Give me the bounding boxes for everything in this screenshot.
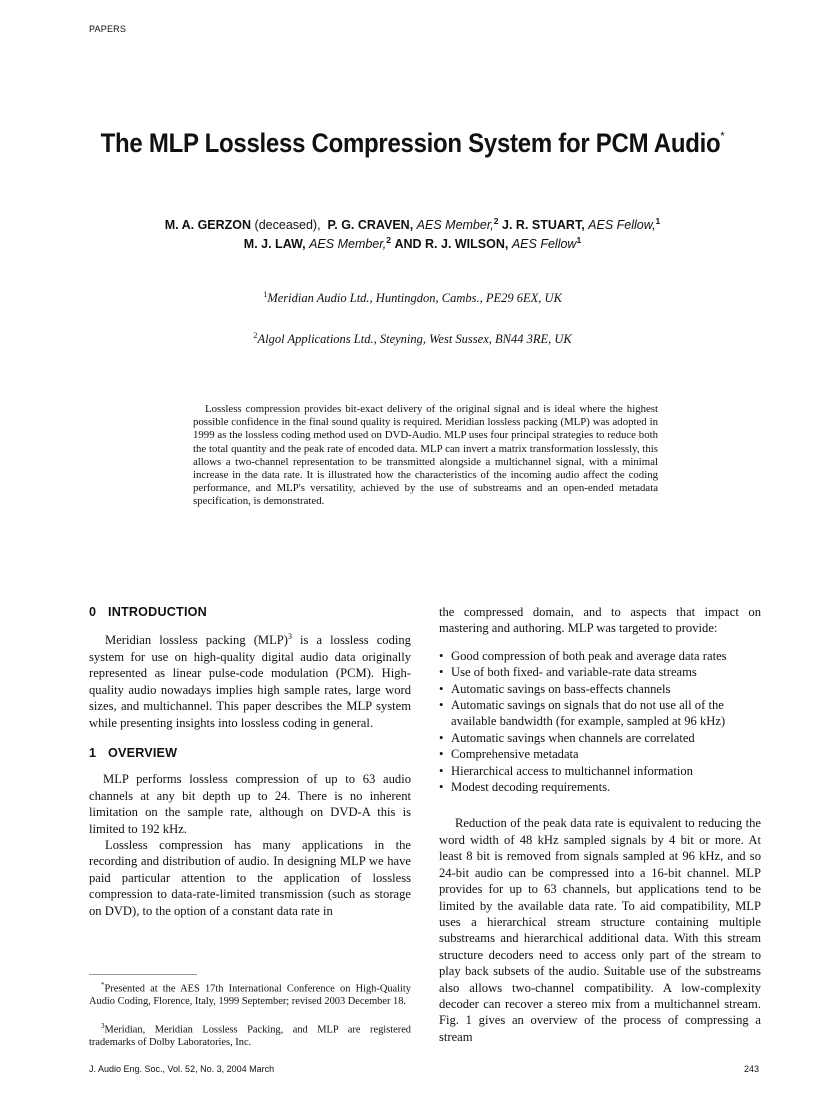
footnote-trademarks [89,1020,411,1050]
affiliation-text: Meridian Audio Ltd., Huntingdon, Cambs., PE29 6EX, UK [267,291,562,306]
list-item: • Good compression of both peak and average data rates [439,648,761,664]
overview-paragraph-2: Lossless compression has many applications in the recording and distribution of audio. In designing MLP we have paid particular attention to the application of lossless compression to data-rate-limited transmission (such as storage on DVD), to the option of a constant data rate in [89,838,411,918]
section-title: OVERVIEW [108,746,178,761]
list-item: • Modest decoding requirements. [439,779,761,795]
intro-text: is a lossless coding system for use on high-quality digital audio data originally represented as linear pulse-code modulation (PCM). High-quality audio nowadays implies high sample rates, large word sizes, and multichannel. This paper describes the MLP system while presenting insights into lossless coding in general. [89,633,411,730]
section-title: INTRODUCTION [108,605,207,619]
intro-text: Meridian lossless packing (MLP) [105,633,288,648]
author-name: J. R. STUART, [502,218,585,233]
author-name: M. J. LAW, [243,237,306,252]
list-item: • Comprehensive metadata [439,746,761,762]
intro-paragraph [89,629,411,731]
footnote-text: Meridian, Meridian Lossless Packing, and MLP are registered trademarks of Dolby Laboratories, Inc. [89,1024,411,1049]
affiliation-mark: 2 [253,330,258,340]
affiliation-text: Algol Applications Ltd., Steyning, West Sussex, BN44 3RE, UK [257,332,572,347]
right-column [439,604,761,1045]
continued-paragraph: the compressed domain, and to aspects that impact on mastering and authoring. MLP was targeted to provide: [439,605,761,636]
title-footnote-mark: * [720,129,725,143]
list-item: • Automatic savings on signals that do not use all of the available bandwidth (for example, sampled at 96 kHz) [439,697,761,730]
author-affiliation-mark: 2 [386,235,391,245]
footnote-mark: 3 [101,1022,105,1030]
list-item: • Automatic savings when channels are correlated [439,730,761,746]
target-list [439,648,761,796]
page-number: 243 [744,1064,760,1074]
footnote-ref: 3 [287,632,292,642]
left-column [89,604,411,919]
abstract: Lossless compression provides bit-exact delivery of the original signal and is ideal where the highest possible confidence in the final sound quality is required. Meridian lossless packing (MLP) was adopted in 1999 as the lossless coding method used on DVD-Audio. MLP uses four principal strategies to reduce both the total quantity and the peak rate of encoded data. MLP can invert a matrix transformation losslessly, this allows a two-channel representation to be transmitted alongside a multichannel signal, with a minimal increase in the data rate. It is illustrated how the characteristics of the incoming audio affect the coding performance, and MLP's versatility, achieved by the use of substreams and an open-ended metadata specification, is demonstrated. [193,403,658,508]
list-item: • Use of both fixed- and variable-rate data streams [439,664,761,680]
authors-and: AND [394,237,422,252]
list-item: • Hierarchical access to multichannel information [439,763,761,779]
authors-line-1 [0,216,825,232]
running-head: PAPERS [89,24,127,34]
affiliation-mark: 1 [263,289,268,299]
footnote-mark: * [101,981,105,989]
author-name: P. G. CRAVEN, [327,218,414,233]
section-heading-introduction [89,604,411,620]
overview-paragraph-1: MLP performs lossless compression of up to 63 audio channels at any bit depth up to 24. There is no inherent limitation on the sample rate, although on DVD-A this is limited to 192 kHz. [89,772,411,836]
footnote-presented [89,979,411,1009]
affiliation-2 [0,330,825,347]
author-role: AES Fellow [511,237,577,252]
author-role: AES Member, [309,237,387,252]
footnote-text: Presented at the AES 17th International Conference on High-Quality Audio Coding, Florence, Italy, 1999 September; revised 2003 December 18. [89,983,411,1008]
author-name: M. A. GERZON [164,218,252,233]
affiliation-1 [0,289,825,306]
title-text: The MLP Lossless Compression System for PCM Audio [100,128,721,158]
author-role: AES Member, [416,218,494,233]
journal-reference: J. Audio Eng. Soc., Vol. 52, No. 3, 2004 March [89,1064,275,1074]
authors-line-2 [0,235,825,251]
section-heading-overview [89,745,411,761]
author-role: AES Fellow, [588,218,656,233]
author-name: R. J. WILSON, [425,237,509,252]
author-affiliation-mark: 2 [493,216,499,226]
data-rate-paragraph: Reduction of the peak data rate is equivalent to reducing the word width of 48 kHz sampled signals by 4 bit or more. At least 8 bit is removed from signals sampled at 96 kHz, and so 24-bit audio can be compressed into a 16-bit channel. MLP provides for up to 63 channels, but applications tend to be limited by the available data rate. To aid compatibility, MLP uses a hierarchical stream structure containing multiple substreams and hierarchical additional data. With this stream structure decoders need to access only part of the stream to play back subsets of the audio. Suitable use of the substreams also allows two-channel compatibility. A low-complexity decoder can recover a stereo mix from a multichannel stream. Fig. 1 gives an overview of the process of compressing a stream [439,816,761,1044]
footnote-divider [89,974,197,975]
author-affiliation-mark: 1 [655,216,661,226]
list-item: • Automatic savings on bass-effects channels [439,681,761,697]
section-number: 0 [89,605,97,619]
paper-title [39,128,786,159]
author-note: (deceased), [254,218,321,233]
section-number: 1 [89,746,97,761]
author-affiliation-mark: 1 [576,235,582,245]
